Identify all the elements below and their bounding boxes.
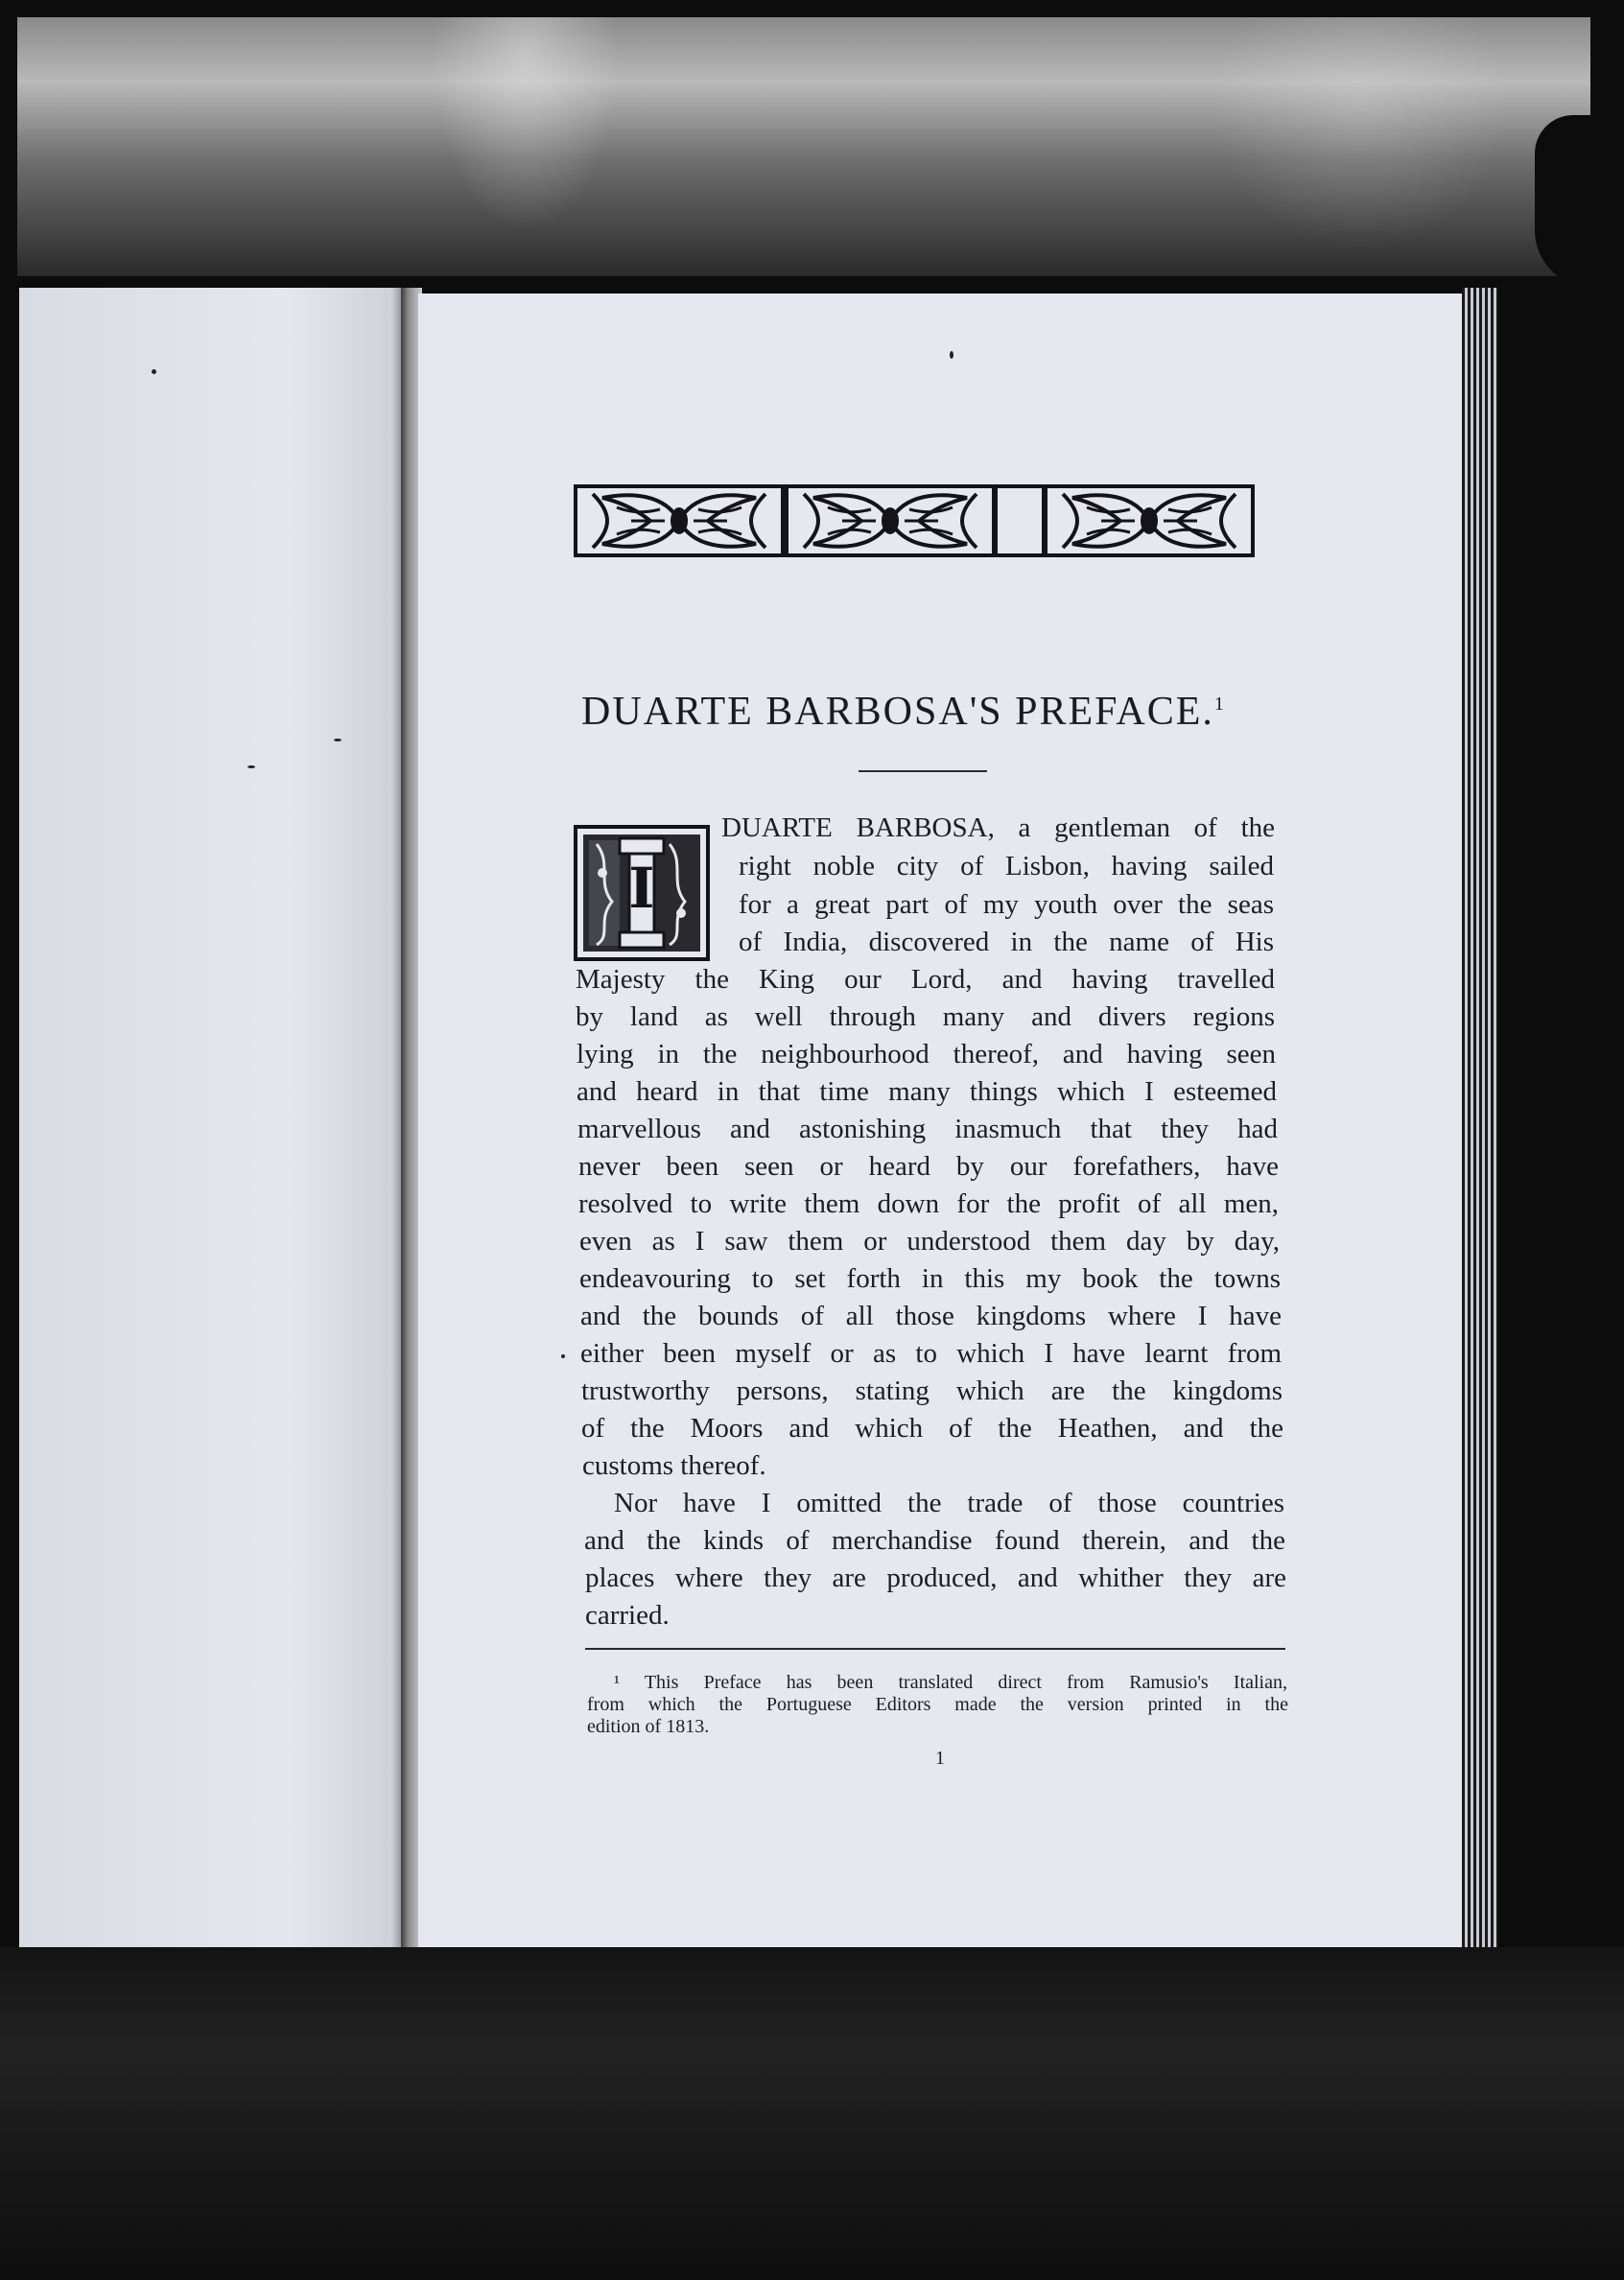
title-rule bbox=[859, 770, 987, 772]
body-line: of the Moors and which of the Heathen, and the bbox=[581, 1413, 1283, 1444]
body-line: endeavouring to set forth in this my book the towns bbox=[579, 1263, 1281, 1294]
scan-background-top bbox=[17, 17, 1590, 276]
speck bbox=[561, 1354, 565, 1358]
body-line: by land as well through many and divers regions bbox=[576, 1001, 1275, 1032]
footnote-line: from which the Portuguese Editors made the version printed in the bbox=[587, 1694, 1288, 1715]
body-line: never been seen or heard by our forefathers, have bbox=[578, 1151, 1279, 1182]
body-line: DUARTE BARBOSA, a gentleman of the bbox=[721, 812, 1275, 843]
body-line: customs thereof. bbox=[582, 1450, 766, 1481]
footnote-rule bbox=[585, 1648, 1285, 1650]
footnote-line: ¹ This Preface has been translated direct from Ramusio's Italian, bbox=[614, 1672, 1287, 1693]
body-line: places where they are produced, and whither they are bbox=[585, 1563, 1286, 1593]
speck bbox=[152, 369, 156, 374]
body-line: Nor have I omitted the trade of those countries bbox=[614, 1488, 1284, 1518]
drop-cap-ornament bbox=[574, 825, 710, 961]
page-number: 1 bbox=[935, 1748, 945, 1769]
speck bbox=[334, 739, 341, 741]
body-line: carried. bbox=[585, 1600, 670, 1631]
speck bbox=[950, 351, 953, 359]
body-line: Majesty the King our Lord, and having travelled bbox=[576, 964, 1275, 995]
body-line: and the bounds of all those kingdoms where I have bbox=[580, 1301, 1282, 1331]
body-line: marvellous and astonishing inasmuch that they had bbox=[577, 1114, 1278, 1144]
body-line: right noble city of Lisbon, having sailed bbox=[739, 851, 1274, 881]
body-line: lying in the neighbourhood thereof, and having seen bbox=[577, 1039, 1276, 1069]
drop-cap-letter: I bbox=[628, 856, 655, 921]
body-line: for a great part of my youth over the seas bbox=[739, 889, 1274, 920]
body-line: trustworthy persons, stating which are the kingdoms bbox=[581, 1375, 1283, 1406]
ornamental-headpiece bbox=[574, 484, 1255, 561]
body-line: even as I saw them or understood them day by day, bbox=[579, 1226, 1280, 1257]
left-page-blank bbox=[19, 288, 403, 1947]
footnote-line: edition of 1813. bbox=[587, 1716, 710, 1737]
page-title: DUARTE BARBOSA'S PREFACE.$^1$ bbox=[581, 690, 1226, 734]
scan-background-torn-edge bbox=[1535, 115, 1602, 288]
body-line: of India, discovered in the name of His bbox=[739, 927, 1274, 957]
footnote-marker: 1 bbox=[1213, 693, 1226, 715]
body-line: and the kinds of merchandise found therein, and the bbox=[584, 1525, 1285, 1556]
speck bbox=[247, 765, 255, 768]
body-line: resolved to write them down for the profit of all men, bbox=[578, 1188, 1279, 1219]
page-edges bbox=[1462, 288, 1498, 1949]
body-line: either been myself or as to which I have learnt from bbox=[580, 1338, 1282, 1369]
body-line: and heard in that time many things which I esteemed bbox=[577, 1076, 1277, 1107]
scan-background-bottom bbox=[0, 1947, 1624, 2280]
